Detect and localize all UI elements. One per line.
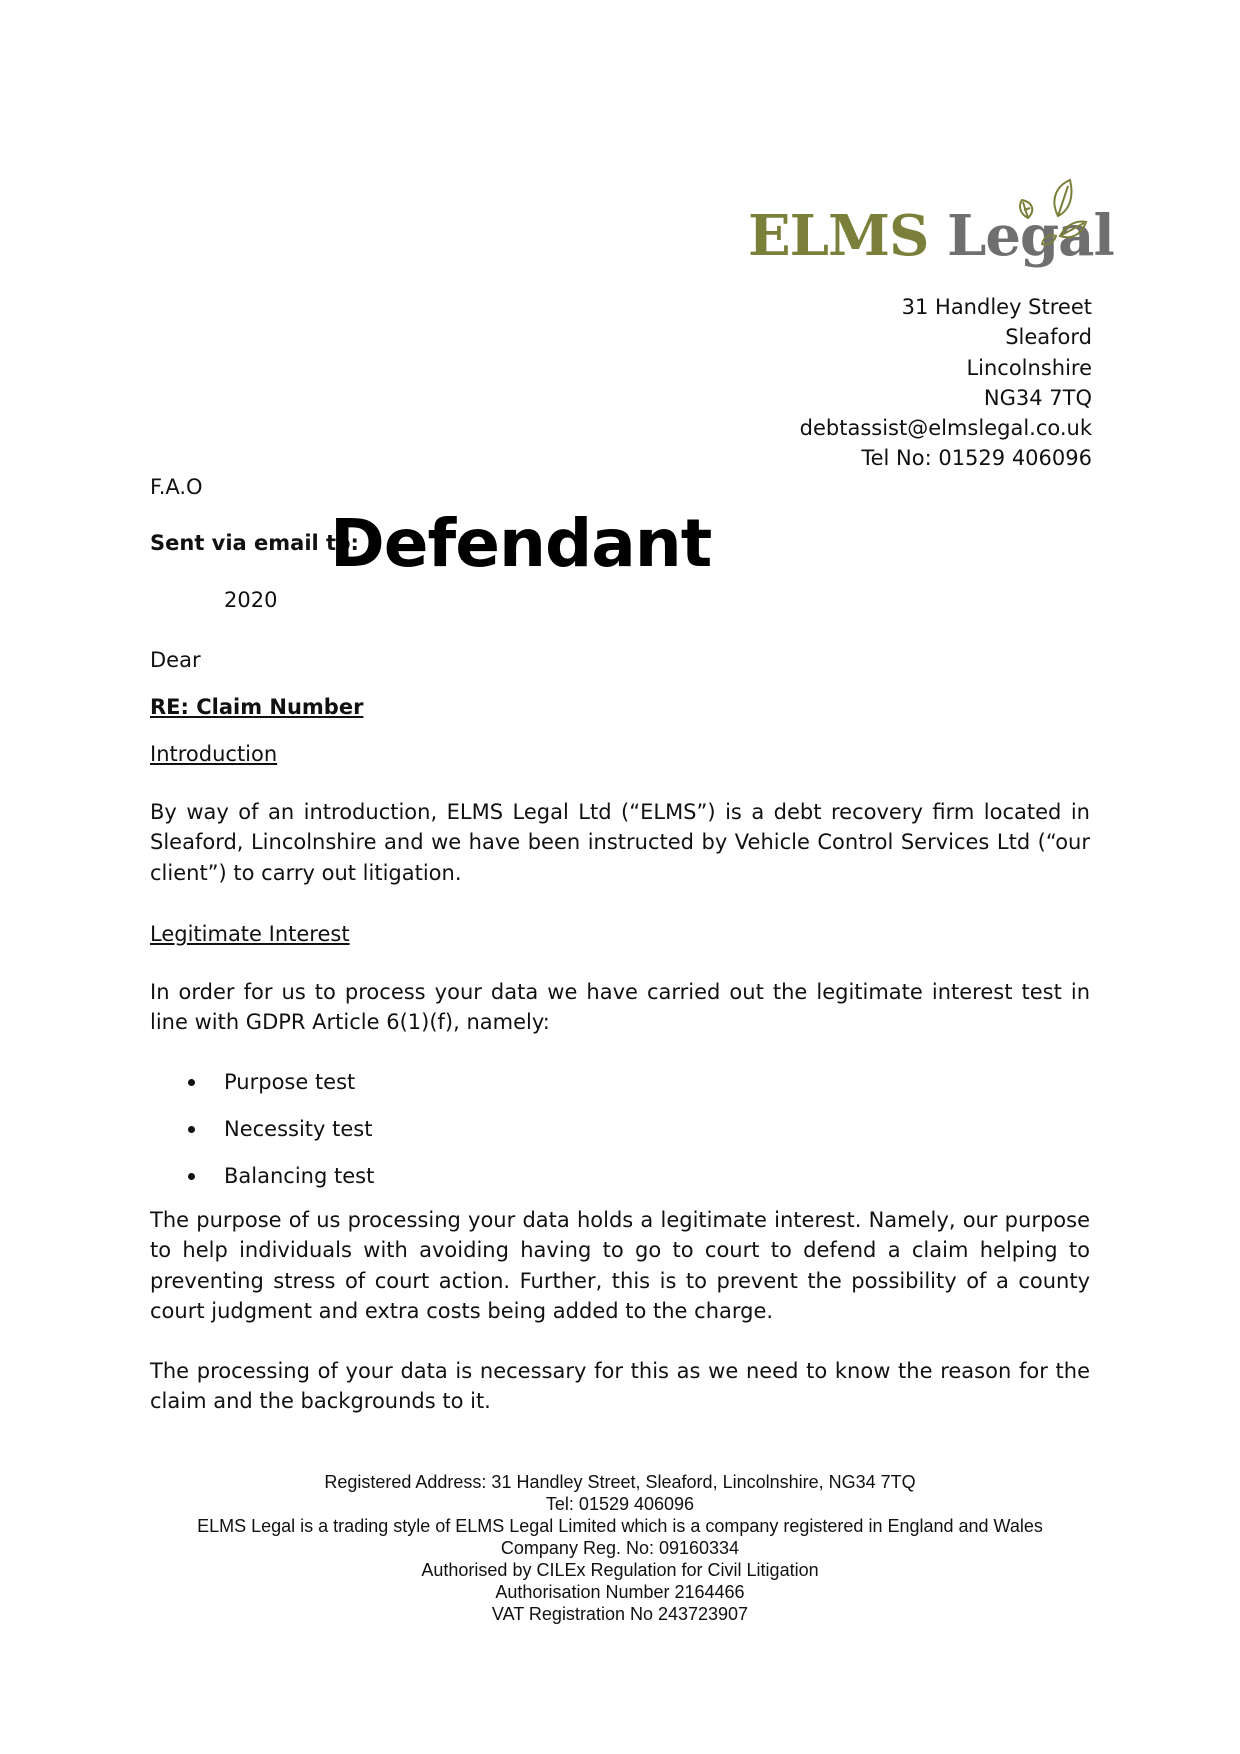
address-town: Sleaford (1005, 325, 1092, 350)
processing-paragraph: The processing of your data is necessary for this as we need to know the reason for the claim and the backgrounds to it. (150, 1359, 1090, 1414)
re-claim-number: RE: Claim Number (150, 695, 364, 719)
list-item-text: Necessity test (224, 1117, 373, 1141)
footer-telephone: Tel: 01529 406096 (545, 1494, 695, 1514)
bullet-icon (188, 1173, 195, 1180)
address-email: debtassist@elmslegal.co.uk (799, 416, 1092, 441)
address-street: 31 Handley Street (901, 295, 1092, 319)
sent-via-email-label: Sent via email to: (150, 531, 359, 555)
legitimate-interest-tests-list (150, 1067, 750, 1208)
salutation: Dear (150, 648, 201, 672)
footer-company-reg: Company Reg. No: 09160334 (500, 1538, 740, 1558)
footer-authorisation-number: Authorisation Number 2164466 (495, 1582, 745, 1602)
bullet-icon (188, 1079, 195, 1086)
address-county: Lincolnshire (966, 355, 1092, 380)
defendant-redaction-stamp: Defendant (330, 505, 712, 582)
intro-paragraph: By way of an introduction, ELMS Legal Ltd (“ELMS”) is a debt recovery firm located in Sleaford, Lincolnshire and we have been instructed by Vehicle Control Services Ltd (“our client”) to carry out litigation. (150, 800, 1090, 885)
address-postcode: NG34 7TQ (983, 385, 1092, 410)
logo-word-elms: ELMS (748, 203, 929, 269)
leaves-icon (998, 178, 1088, 258)
heading-legitimate-interest: Legitimate Interest (150, 922, 350, 946)
footer-trading-style: ELMS Legal is a trading style of ELMS Legal Limited which is a company registered in England and Wales (197, 1516, 1043, 1536)
list-item-text: Balancing test (224, 1164, 375, 1188)
sender-address (800, 292, 1092, 474)
list-item (150, 1067, 750, 1114)
list-item (150, 1161, 750, 1208)
heading-introduction: Introduction (150, 742, 278, 766)
list-item (150, 1114, 750, 1161)
footer-vat-number: VAT Registration No 243723907 (491, 1604, 749, 1624)
company-logo (748, 178, 1114, 288)
footer-authorisation: Authorised by CILEx Regulation for Civil Litigation (421, 1560, 819, 1580)
bullet-icon (188, 1126, 195, 1133)
footer-registered-address: Registered Address: 31 Handley Street, Sleaford, Lincolnshire, NG34 7TQ (324, 1472, 916, 1492)
logo-word-legal: Legal (947, 203, 1114, 269)
legitimate-interest-paragraph: In order for us to process your data we have carried out the legitimate interest test in line with GDPR Article 6(1)(f), namely: (150, 980, 1090, 1035)
fao-label: F.A.O (150, 475, 203, 499)
list-item-text: Purpose test (224, 1070, 356, 1094)
letter-date-year: 2020 (224, 588, 278, 612)
purpose-paragraph: The purpose of us processing your data holds a legitimate interest. Namely, our purpose to help individuals with avoiding having to go to court to defend a claim helping to preventing stress of court action. Further, this is to prevent the possibility of a county court judgment and extra costs being added to the charge. (150, 1208, 1090, 1323)
address-telephone: Tel No: 01529 406096 (861, 446, 1092, 471)
company-footer (120, 1471, 1120, 1625)
